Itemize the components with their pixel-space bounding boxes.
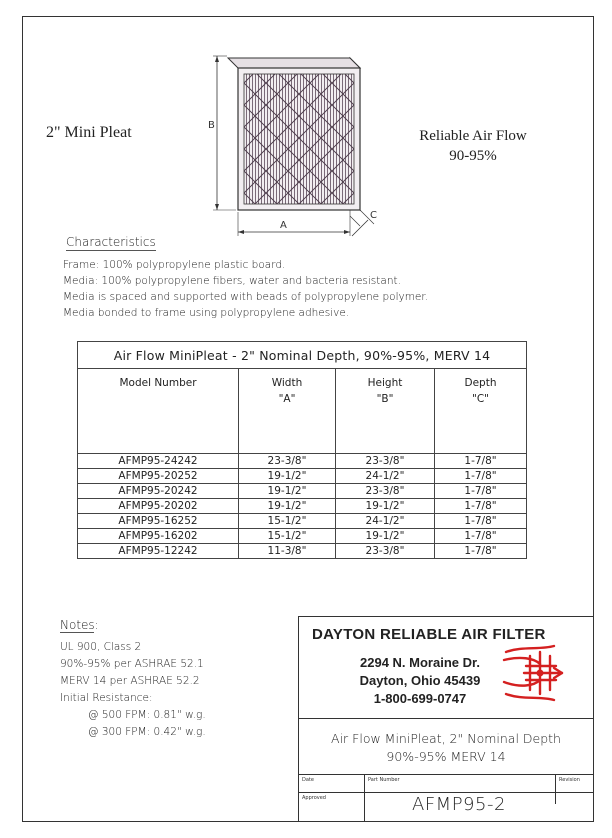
- note-line: Initial Resistance:: [60, 692, 153, 704]
- resistance-line: @ 500 FPM: 0.81" w.g.: [88, 709, 206, 721]
- cell-height: 24-1/2": [336, 514, 435, 529]
- note-line: 90%-95% per ASHRAE 52.1: [60, 658, 204, 670]
- cell-height: 23-3/8": [336, 544, 435, 559]
- company-logo-icon: [500, 642, 572, 704]
- spec-table: [77, 341, 527, 559]
- title-divider: [298, 774, 594, 775]
- col-header-width-code: "A": [278, 393, 296, 405]
- cell-depth: 1-7/8": [435, 484, 527, 499]
- cell-depth: 1-7/8": [435, 544, 527, 559]
- drawing-description: [298, 730, 594, 766]
- flow-title: Reliable Air Flow: [419, 128, 527, 144]
- date-label: Date: [302, 777, 314, 783]
- filter-diagram: [200, 50, 390, 240]
- table-row: [78, 484, 527, 499]
- cell-width: 11-3/8": [239, 544, 336, 559]
- dimension-a-label: A: [280, 220, 287, 231]
- cell-model: AFMP95-16202: [78, 529, 239, 544]
- company-address: [320, 654, 520, 708]
- title-divider: [298, 718, 594, 719]
- product-type-label: 2" Mini Pleat: [46, 124, 132, 141]
- cell-depth: 1-7/8": [435, 499, 527, 514]
- cell-height: 24-1/2": [336, 469, 435, 484]
- col-header-model-label: Model Number: [119, 377, 197, 389]
- characteristic-line: Media is spaced and supported with beads of polypropylene polymer.: [63, 291, 429, 303]
- revision-label: Revision: [559, 777, 580, 783]
- cell-model: AFMP95-20252: [78, 469, 239, 484]
- col-header-height-code: "B": [376, 393, 394, 405]
- cell-height: 23-3/8": [336, 484, 435, 499]
- dimension-b-label: B: [208, 120, 215, 131]
- col-header-height-label: Height: [367, 377, 403, 389]
- cell-model: AFMP95-20202: [78, 499, 239, 514]
- address-street: 2294 N. Moraine Dr.: [360, 655, 480, 670]
- characteristics-underline: [66, 250, 156, 251]
- cell-width: 19-1/2": [239, 499, 336, 514]
- characteristics-list: [63, 257, 428, 321]
- flow-title-block: [398, 126, 548, 166]
- cell-width: 15-1/2": [239, 514, 336, 529]
- notes-heading: Notes:: [60, 618, 99, 632]
- cell-depth: 1-7/8": [435, 529, 527, 544]
- note-line: MERV 14 per ASHRAE 52.2: [60, 675, 200, 687]
- table-caption: Air Flow MiniPleat - 2" Nominal Depth, 90%-95%, MERV 14: [78, 342, 527, 369]
- col-header-depth: [435, 369, 527, 454]
- col-header-width-label: Width: [271, 377, 303, 389]
- characteristic-line: Frame: 100% polypropylene plastic board.: [63, 259, 286, 271]
- cell-width: 23-3/8": [239, 454, 336, 469]
- characteristic-line: Media bonded to frame using polypropylene adhesive.: [63, 307, 350, 319]
- title-grid-line: [298, 792, 594, 793]
- cell-model: AFMP95-20242: [78, 484, 239, 499]
- cell-width: 15-1/2": [239, 529, 336, 544]
- table-row: [78, 469, 527, 484]
- part-number: AFMP95-2: [412, 794, 506, 815]
- note-line: UL 900, Class 2: [60, 641, 142, 653]
- company-phone: 1-800-699-0747: [373, 691, 467, 706]
- cell-model: AFMP95-16252: [78, 514, 239, 529]
- cell-model: AFMP95-12242: [78, 544, 239, 559]
- col-header-depth-code: "C": [472, 393, 489, 405]
- table-row: [78, 529, 527, 544]
- approved-label: Approved: [302, 795, 326, 801]
- cell-height: 19-1/2": [336, 499, 435, 514]
- notes-list: [60, 639, 206, 741]
- part-number-label: Part Number: [368, 777, 400, 783]
- cell-model: AFMP95-24242: [78, 454, 239, 469]
- description-line: 90%-95% MERV 14: [386, 749, 506, 764]
- table-row: [78, 499, 527, 514]
- table-row: [78, 454, 527, 469]
- cell-depth: 1-7/8": [435, 469, 527, 484]
- cell-depth: 1-7/8": [435, 514, 527, 529]
- col-header-model: [78, 369, 239, 454]
- title-grid-line: [364, 774, 365, 822]
- title-grid-line: [555, 774, 556, 804]
- cell-width: 19-1/2": [239, 484, 336, 499]
- dimension-c-label: C: [370, 210, 377, 221]
- cell-height: 19-1/2": [336, 529, 435, 544]
- description-line: Air Flow MiniPleat, 2" Nominal Depth: [331, 731, 561, 746]
- cell-depth: 1-7/8": [435, 454, 527, 469]
- efficiency-label: 90-95%: [449, 148, 497, 164]
- cell-height: 23-3/8": [336, 454, 435, 469]
- table-row: [78, 514, 527, 529]
- col-header-depth-label: Depth: [464, 377, 497, 389]
- col-header-height: [336, 369, 435, 454]
- company-name: DAYTON RELIABLE AIR FILTER: [312, 626, 546, 643]
- notes-underline: [60, 632, 94, 633]
- cell-width: 19-1/2": [239, 469, 336, 484]
- address-city: Dayton, Ohio 45439: [359, 673, 481, 688]
- col-header-width: [239, 369, 336, 454]
- table-row: [78, 544, 527, 559]
- resistance-line: @ 300 FPM: 0.42" w.g.: [88, 726, 206, 738]
- characteristic-line: Media: 100% polypropylene fibers, water and bacteria resistant.: [63, 275, 401, 287]
- characteristics-heading: Characteristics: [66, 235, 156, 249]
